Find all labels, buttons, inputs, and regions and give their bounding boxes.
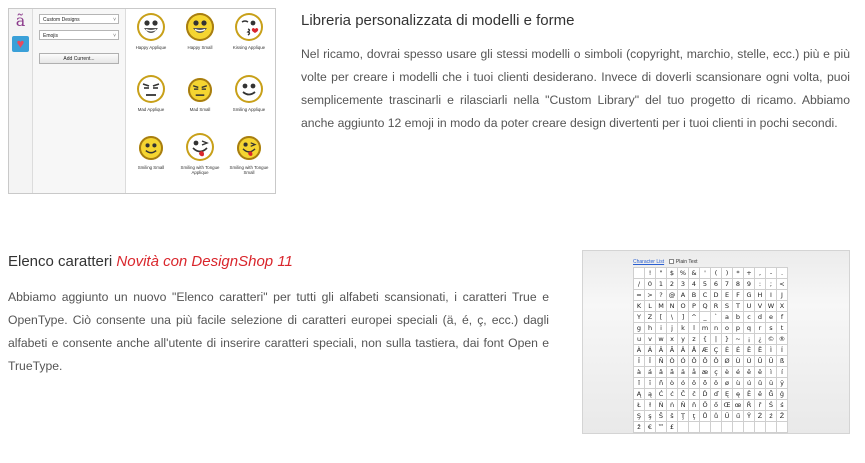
character-list-link[interactable]: Character List <box>633 259 665 265</box>
character-cell[interactable]: o <box>722 323 733 334</box>
character-cell[interactable]: Ã <box>667 345 678 356</box>
character-cell[interactable]: € <box>645 422 656 433</box>
character-cell[interactable]: , <box>755 268 766 279</box>
character-cell[interactable]: Ę <box>722 389 733 400</box>
emoji-label: Smiling Small <box>137 165 165 170</box>
add-current-button[interactable]: Add Current... <box>39 53 119 64</box>
library-controls <box>33 9 126 193</box>
character-cell[interactable]: Ń <box>656 400 667 411</box>
emoji-item[interactable] <box>127 73 175 131</box>
character-cell[interactable]: ě <box>755 389 766 400</box>
character-cell[interactable]: ţ <box>689 411 700 422</box>
character-cell[interactable]: l <box>689 323 700 334</box>
character-cell[interactable]: x <box>667 334 678 345</box>
character-cell[interactable]: ä <box>678 367 689 378</box>
emoji-label: Smiling with Tongue Applique <box>180 165 220 175</box>
character-cell[interactable]: C <box>700 290 711 301</box>
character-cell[interactable]: T <box>733 301 744 312</box>
heart-icon[interactable]: ♥ <box>12 36 29 52</box>
character-cell[interactable]: Ñ <box>656 356 667 367</box>
character-cell[interactable]: Ř <box>744 400 755 411</box>
section-title-character-list <box>8 253 508 270</box>
character-row <box>634 378 788 389</box>
character-cell[interactable]: Ë <box>755 345 766 356</box>
character-cell[interactable]: Á <box>645 345 656 356</box>
character-cell[interactable]: á <box>645 367 656 378</box>
character-cell[interactable]: e <box>766 312 777 323</box>
character-cell[interactable]: 1 <box>656 279 667 290</box>
character-cell[interactable]: ï <box>645 378 656 389</box>
character-cell[interactable]: I <box>766 290 777 301</box>
character-cell[interactable]: Ú <box>744 356 755 367</box>
character-cell[interactable]: ÿ <box>777 378 788 389</box>
character-cell[interactable]: Í <box>777 345 788 356</box>
character-cell[interactable]: 5 <box>700 279 711 290</box>
character-cell[interactable]: æ <box>700 367 711 378</box>
character-cell[interactable]: ğ <box>777 389 788 400</box>
character-cell[interactable]: Ò <box>667 356 678 367</box>
character-row <box>634 323 788 334</box>
new-feature-tag: Novità con DesignShop 11 <box>116 253 293 270</box>
character-cell[interactable]: v <box>645 334 656 345</box>
character-cell[interactable]: š <box>667 411 678 422</box>
emoji-item[interactable] <box>225 11 273 69</box>
character-cell[interactable]: H <box>755 290 766 301</box>
character-cell[interactable]: } <box>722 334 733 345</box>
character-cell[interactable]: Š <box>656 411 667 422</box>
character-cell[interactable]: J <box>777 290 788 301</box>
character-cell[interactable]: Ø <box>722 356 733 367</box>
character-cell[interactable]: 6 <box>711 279 722 290</box>
emoji-item[interactable] <box>176 73 224 131</box>
character-cell[interactable]: ú <box>744 378 755 389</box>
character-cell[interactable]: Ś <box>766 400 777 411</box>
emoji-label: Happy Small <box>187 45 213 50</box>
character-cell[interactable]: Ű <box>722 411 733 422</box>
emoji-item[interactable] <box>176 131 224 189</box>
character-grid <box>633 267 788 433</box>
character-cell[interactable]: œ <box>733 400 744 411</box>
character-cell[interactable]: í <box>777 367 788 378</box>
character-cell[interactable]: Z <box>645 312 656 323</box>
character-cell[interactable]: Ÿ <box>744 411 755 422</box>
character-cell[interactable]: w <box>656 334 667 345</box>
smiling-face-icon <box>235 75 263 103</box>
character-cell[interactable]: u <box>634 334 645 345</box>
character-cell[interactable] <box>733 422 744 433</box>
character-cell[interactable]: č <box>689 389 700 400</box>
character-cell[interactable]: ) <box>722 268 733 279</box>
character-cell[interactable]: Ï <box>645 356 656 367</box>
character-cell[interactable] <box>777 422 788 433</box>
character-cell[interactable]: P <box>689 301 700 312</box>
library-category-value: Custom Designs <box>43 17 80 23</box>
tongue-face-icon <box>186 133 214 161</box>
character-cell[interactable]: 4 <box>689 279 700 290</box>
character-cell[interactable]: F <box>733 290 744 301</box>
character-cell[interactable]: Ž <box>777 411 788 422</box>
character-cell[interactable]: é <box>733 367 744 378</box>
character-cell[interactable]: Ğ <box>766 389 777 400</box>
character-cell[interactable]: 9 <box>744 279 755 290</box>
character-cell[interactable]: Ì <box>766 345 777 356</box>
character-cell[interactable] <box>766 422 777 433</box>
character-row <box>634 290 788 301</box>
character-cell[interactable]: ş <box>645 411 656 422</box>
character-cell[interactable]: n <box>711 323 722 334</box>
character-cell[interactable]: ö <box>711 378 722 389</box>
character-cell[interactable]: ; <box>766 279 777 290</box>
character-cell[interactable]: a <box>722 312 733 323</box>
character-cell[interactable]: - <box>766 268 777 279</box>
character-cell[interactable] <box>634 268 645 279</box>
character-cell[interactable]: G <box>744 290 755 301</box>
character-cell[interactable]: Å <box>689 345 700 356</box>
character-cell[interactable]: y <box>678 334 689 345</box>
character-cell[interactable]: 7 <box>722 279 733 290</box>
character-cell[interactable]: / <box>634 279 645 290</box>
character-cell[interactable]: 2 <box>667 279 678 290</box>
character-cell[interactable]: $ <box>667 268 678 279</box>
character-row <box>634 400 788 411</box>
character-cell[interactable]: ò <box>667 378 678 389</box>
section-title-custom-library: Libreria personalizzata di modelli e forme <box>301 12 575 29</box>
character-cell[interactable]: X <box>777 301 788 312</box>
character-cell[interactable]: Ş <box>634 411 645 422</box>
character-cell[interactable]: j <box>667 323 678 334</box>
smiling-face-icon <box>139 136 163 160</box>
character-cell[interactable]: V <box>755 301 766 312</box>
character-cell[interactable]: õ <box>700 378 711 389</box>
character-cell[interactable]: ~ <box>733 334 744 345</box>
character-cell[interactable]: ď <box>711 389 722 400</box>
section-body-character-list: Abbiamo aggiunto un nuovo "Elenco caratteri" per tutti gli alfabeti scansionati, i caratteri True e OpenType. Ciò consente una più facile selezione di caratteri europei speciali (ä, é, ç, ecc.) dagli alfabeti e consente anche all'utente di inserire caratteri speciali, non sulla tastiera, dai font Open e TrueType. <box>8 290 549 373</box>
character-row <box>634 301 788 312</box>
character-cell[interactable]: ą <box>645 389 656 400</box>
character-cell[interactable]: > <box>645 290 656 301</box>
character-row <box>634 268 788 279</box>
tongue-face-icon <box>237 136 261 160</box>
character-cell[interactable]: [ <box>656 312 667 323</box>
character-cell[interactable]: Ő <box>700 400 711 411</box>
character-cell[interactable]: b <box>733 312 744 323</box>
character-cell[interactable]: * <box>733 268 744 279</box>
character-row <box>634 367 788 378</box>
character-cell[interactable]: ( <box>711 268 722 279</box>
character-cell[interactable]: { <box>700 334 711 345</box>
character-cell[interactable]: Ź <box>755 411 766 422</box>
character-cell[interactable]: Č <box>678 389 689 400</box>
character-cell[interactable]: m <box>700 323 711 334</box>
character-cell[interactable]: p <box>733 323 744 334</box>
custom-library-screenshot <box>8 8 276 194</box>
character-row <box>634 279 788 290</box>
chevron-down-icon: ˅ <box>113 33 116 39</box>
character-cell[interactable]: À <box>634 345 645 356</box>
character-cell[interactable]: ç <box>711 367 722 378</box>
character-cell[interactable]: ù <box>733 378 744 389</box>
character-cell[interactable]: Ě <box>744 389 755 400</box>
character-cell[interactable]: Ç <box>711 345 722 356</box>
character-cell[interactable]: S <box>722 301 733 312</box>
character-cell[interactable]: + <box>744 268 755 279</box>
character-cell[interactable]: â <box>656 367 667 378</box>
emoji-item[interactable] <box>127 131 175 189</box>
character-cell[interactable]: . <box>777 268 788 279</box>
character-list-screenshot <box>582 250 850 434</box>
character-cell[interactable]: ó <box>678 378 689 389</box>
character-cell[interactable]: Ù <box>733 356 744 367</box>
character-cell[interactable]: Ţ <box>678 411 689 422</box>
character-cell[interactable]: ś <box>777 400 788 411</box>
character-cell[interactable]: = <box>634 290 645 301</box>
character-cell[interactable]: Ô <box>689 356 700 367</box>
character-cell[interactable]: D <box>711 290 722 301</box>
character-cell[interactable]: k <box>678 323 689 334</box>
character-cell[interactable]: Y <box>634 312 645 323</box>
character-cell[interactable]: U <box>744 301 755 312</box>
emoji-label: Kissing Applique <box>232 45 266 50</box>
mad-face-icon <box>137 75 165 103</box>
character-cell[interactable]: Ď <box>700 389 711 400</box>
character-cell[interactable]: ő <box>711 400 722 411</box>
character-cell[interactable]: : <box>755 279 766 290</box>
character-cell[interactable]: " <box>656 268 667 279</box>
designshop-logo-icon: ã <box>15 11 26 30</box>
character-cell[interactable]: Ä <box>678 345 689 356</box>
character-cell[interactable]: < <box>777 279 788 290</box>
character-cell[interactable]: d <box>755 312 766 323</box>
character-cell[interactable]: É <box>733 345 744 356</box>
character-cell[interactable]: ô <box>689 378 700 389</box>
character-cell[interactable]: E <box>722 290 733 301</box>
character-cell[interactable]: Ü <box>766 356 777 367</box>
emoji-label: Happy Applique <box>135 45 167 50</box>
emoji-item[interactable] <box>176 11 224 69</box>
character-cell[interactable]: Ł <box>634 400 645 411</box>
character-cell[interactable]: i <box>656 323 667 334</box>
character-cell[interactable]: 3 <box>678 279 689 290</box>
character-cell[interactable]: è <box>722 367 733 378</box>
emoji-label: Mad Applique <box>137 107 165 112</box>
character-cell[interactable]: © <box>766 334 777 345</box>
character-cell[interactable]: Ň <box>678 400 689 411</box>
character-cell[interactable]: ř <box>755 400 766 411</box>
character-row <box>634 345 788 356</box>
character-row <box>634 312 788 323</box>
happy-face-icon <box>186 13 214 41</box>
character-cell[interactable]: M <box>656 301 667 312</box>
character-cell[interactable] <box>689 422 700 433</box>
mad-face-icon <box>188 78 212 102</box>
character-cell[interactable]: g <box>634 323 645 334</box>
character-cell[interactable]: @ <box>667 290 678 301</box>
character-cell[interactable]: ů <box>711 411 722 422</box>
character-cell[interactable]: Ó <box>678 356 689 367</box>
emoji-label: Smiling Applique <box>232 107 266 112</box>
character-cell[interactable]: ć <box>667 389 678 400</box>
library-subcategory-select[interactable] <box>39 30 119 40</box>
character-cell[interactable]: ń <box>667 400 678 411</box>
emoji-item[interactable] <box>225 131 273 189</box>
character-cell[interactable]: ň <box>689 400 700 411</box>
character-cell[interactable]: Q <box>700 301 711 312</box>
character-cell[interactable]: K <box>634 301 645 312</box>
character-cell[interactable]: ™ <box>656 422 667 433</box>
character-cell[interactable]: Ê <box>744 345 755 356</box>
character-cell[interactable]: O <box>678 301 689 312</box>
kissing-face-icon <box>235 13 263 41</box>
library-category-select[interactable] <box>39 14 119 24</box>
character-cell[interactable]: % <box>678 268 689 279</box>
plain-text-label: Plain Text <box>675 259 698 265</box>
plain-text-checkbox[interactable] <box>669 259 674 264</box>
character-cell[interactable]: A <box>678 290 689 301</box>
character-cell[interactable] <box>744 422 755 433</box>
section-body-custom-library: Nel ricamo, dovrai spesso usare gli stessi modelli o simboli (copyright, marchio, stelle, ecc.) più e più volte per creare i modelli che i tuoi clienti desiderano. Invece di doverli scansionare ogni volta, puoi semplicemente trascinarli e rilasciarli nella "Custom Library" del tuo progetto di ricamo. Abbiamo anche aggiunto 12 emoji in modo da poter creare design divertenti per i tuoi clienti in pochi secondi. <box>301 47 850 130</box>
character-cell[interactable]: B <box>689 290 700 301</box>
character-row <box>634 356 788 367</box>
character-cell[interactable]: ' <box>700 268 711 279</box>
character-cell[interactable]: ¿ <box>755 334 766 345</box>
happy-face-icon <box>137 13 165 41</box>
character-cell[interactable]: r <box>755 323 766 334</box>
character-cell[interactable]: q <box>744 323 755 334</box>
character-cell[interactable]: Â <box>656 345 667 356</box>
character-cell[interactable]: Ů <box>700 411 711 422</box>
character-cell[interactable]: Ć <box>656 389 667 400</box>
character-cell[interactable]: ® <box>777 334 788 345</box>
character-cell[interactable]: ű <box>733 411 744 422</box>
chevron-down-icon: ˅ <box>113 17 116 23</box>
character-cell[interactable]: û <box>755 378 766 389</box>
emoji-item[interactable] <box>225 73 273 131</box>
character-cell[interactable]: z <box>689 334 700 345</box>
character-row <box>634 422 788 433</box>
character-list-header <box>633 259 698 265</box>
character-cell[interactable]: ^ <box>689 312 700 323</box>
character-cell[interactable]: å <box>689 367 700 378</box>
character-cell[interactable] <box>722 422 733 433</box>
library-side-strip <box>9 9 33 193</box>
character-cell[interactable]: 8 <box>733 279 744 290</box>
character-cell[interactable]: ź <box>766 411 777 422</box>
character-row <box>634 334 788 345</box>
character-cell[interactable] <box>711 422 722 433</box>
character-cell[interactable]: à <box>634 367 645 378</box>
character-cell[interactable]: ñ <box>656 378 667 389</box>
character-cell[interactable]: 0 <box>645 279 656 290</box>
character-cell[interactable]: s <box>766 323 777 334</box>
character-cell[interactable]: L <box>645 301 656 312</box>
emoji-label: Smiling with Tongue Small <box>229 165 269 175</box>
character-cell[interactable]: ž <box>634 422 645 433</box>
character-cell[interactable]: ë <box>755 367 766 378</box>
character-cell[interactable]: f <box>777 312 788 323</box>
character-cell[interactable]: \ <box>667 312 678 323</box>
character-cell[interactable]: ì <box>766 367 777 378</box>
character-cell[interactable]: W <box>766 301 777 312</box>
emoji-label: Mad Small <box>189 107 211 112</box>
character-cell[interactable]: ü <box>766 378 777 389</box>
character-cell[interactable]: Õ <box>700 356 711 367</box>
character-cell[interactable]: ` <box>711 312 722 323</box>
character-cell[interactable] <box>678 422 689 433</box>
character-row <box>634 411 788 422</box>
character-cell[interactable]: ? <box>656 290 667 301</box>
character-cell[interactable]: N <box>667 301 678 312</box>
section-title-text: Elenco caratteri <box>8 253 113 270</box>
character-cell[interactable]: c <box>744 312 755 323</box>
character-cell[interactable]: _ <box>700 312 711 323</box>
emoji-grid <box>127 11 273 191</box>
character-cell[interactable] <box>700 422 711 433</box>
character-cell[interactable]: ] <box>678 312 689 323</box>
character-cell[interactable]: ! <box>645 268 656 279</box>
character-cell[interactable]: ¡ <box>744 334 755 345</box>
character-cell[interactable] <box>755 422 766 433</box>
library-subcategory-value: Emojis <box>43 33 59 39</box>
character-cell[interactable]: Ą <box>634 389 645 400</box>
character-cell[interactable]: t <box>777 323 788 334</box>
character-cell[interactable]: | <box>711 334 722 345</box>
character-cell[interactable]: î <box>634 378 645 389</box>
character-cell[interactable]: h <box>645 323 656 334</box>
character-cell[interactable]: Œ <box>722 400 733 411</box>
character-row <box>634 389 788 400</box>
character-cell[interactable]: Ö <box>711 356 722 367</box>
character-cell[interactable]: & <box>689 268 700 279</box>
character-cell[interactable]: R <box>711 301 722 312</box>
character-cell[interactable]: ê <box>744 367 755 378</box>
character-cell[interactable]: £ <box>667 422 678 433</box>
character-cell[interactable]: ã <box>667 367 678 378</box>
character-cell[interactable]: Û <box>755 356 766 367</box>
character-cell[interactable]: ł <box>645 400 656 411</box>
character-cell[interactable]: ę <box>733 389 744 400</box>
character-cell[interactable]: ø <box>722 378 733 389</box>
character-cell[interactable]: ß <box>777 356 788 367</box>
emoji-item[interactable] <box>127 11 175 69</box>
character-cell[interactable]: Î <box>634 356 645 367</box>
character-cell[interactable]: È <box>722 345 733 356</box>
character-cell[interactable]: Æ <box>700 345 711 356</box>
